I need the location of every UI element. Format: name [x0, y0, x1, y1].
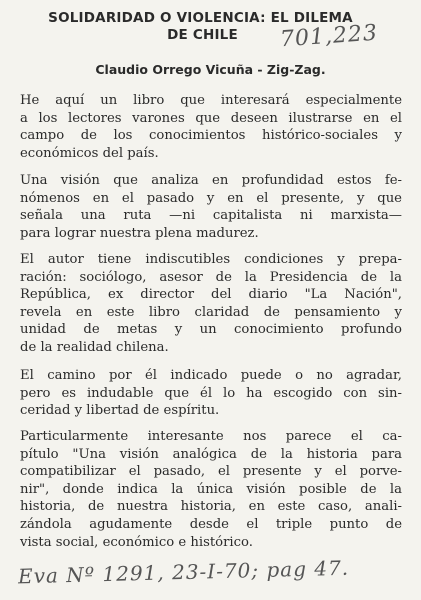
text-line: Particularmente interesante nos parece el ca- — [20, 429, 402, 444]
byline: Claudio Orrego Vicuña - Zig-Zag. — [95, 62, 326, 77]
text-line: unidad de metas y un conocimiento profundo — [20, 322, 402, 338]
headline-line-2: DE CHILE — [167, 27, 238, 43]
text-line: para lograr nuestra plena madurez. — [20, 225, 259, 241]
handwritten-catalog-number: 701,223 — [279, 20, 379, 53]
text-line: revela en este libro claridad de pensamiento y — [20, 304, 402, 320]
text-line: campo de los conocimientos histórico-sociales y — [20, 128, 402, 144]
text-line: señala una ruta —ni capitalista ni marxista— — [20, 208, 402, 224]
text-line: ceridad y libertad de espíritu. — [20, 403, 220, 419]
handwritten-source-reference: Eva Nº 1291, 23-I-70; pag 47. — [17, 555, 350, 589]
paragraph-3 — [20, 251, 402, 357]
text-line: nir", donde indica la única visión posible de la — [20, 481, 402, 497]
headline-line-1: SOLIDARIDAD O VIOLENCIA: EL DILEMA — [48, 10, 353, 26]
text-line: ración: sociólogo, asesor de la Presidencia de la — [20, 269, 402, 285]
text-line: económicos del país. — [20, 145, 159, 161]
text-line: zándola agudamente desde el triple punto de — [20, 516, 402, 532]
paragraph-4 — [20, 367, 402, 420]
text-line: compatibilizar el pasado, el presente y el porve- — [20, 464, 402, 480]
text-line: vista social, económico e histórico. — [20, 534, 253, 550]
paragraph-5 — [20, 428, 402, 551]
text-line: historia, de nuestra historia, en este caso, anali- — [20, 499, 402, 515]
text-line: Una visión que analiza en profundidad estos fe- — [20, 173, 402, 188]
paragraph-1 — [20, 92, 402, 162]
text-line: El camino por él indicado puede o no agradar, — [20, 368, 402, 383]
paragraph-2 — [20, 172, 402, 242]
text-line: El autor tiene indiscutibles condiciones y prepa- — [20, 252, 402, 267]
text-line: de la realidad chilena. — [20, 339, 169, 355]
text-line: He aquí un libro que interesará especialmente — [20, 93, 402, 108]
text-line: nómenos en el pasado y en el presente, y que — [20, 190, 402, 206]
text-line: pítulo "Una visión analógica de la historia para — [20, 446, 402, 462]
text-line: a los lectores varones que deseen ilustrarse en el — [20, 110, 402, 126]
text-line: República, ex director del diario "La Nación", — [20, 287, 402, 303]
text-line: pero es indudable que él lo ha escogido con sin- — [20, 385, 402, 401]
